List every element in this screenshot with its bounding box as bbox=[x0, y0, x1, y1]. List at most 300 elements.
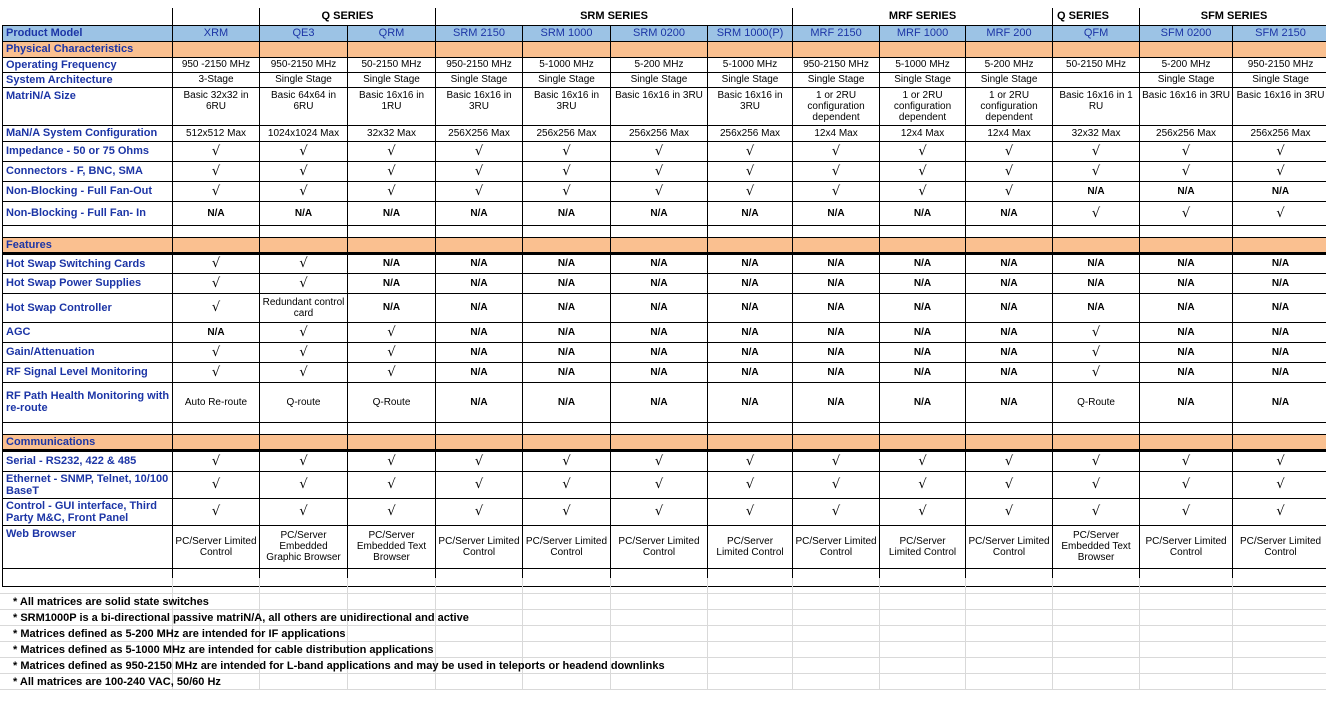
row-label-impedance-50-or-75-ohms: Impedance - 50 or 75 Ohms bbox=[3, 141, 173, 161]
cell-man-a-system-configuration-srm-1000-p: 256x256 Max bbox=[708, 125, 793, 141]
cell-impedance-50-or-75-ohms-srm-1000-p: √ bbox=[708, 141, 793, 161]
cell-connectors-f-bnc-sma-srm-2150: √ bbox=[436, 161, 523, 181]
cell-hot-swap-power-supplies-srm-1000: N/A bbox=[523, 273, 611, 293]
cell-hot-swap-switching-cards-mrf-200: N/A bbox=[966, 253, 1053, 273]
cell-hot-swap-power-supplies-xrm: √ bbox=[173, 273, 260, 293]
spacer-cell-label bbox=[3, 422, 173, 434]
cell-system-architecture-mrf-200: Single Stage bbox=[966, 72, 1053, 87]
cell-operating-frequency-qe3: 950-2150 MHz bbox=[260, 57, 348, 72]
cell-control-gui-interface-third-party-m-c-front-panel-srm-0200: √ bbox=[611, 498, 708, 525]
cell-hot-swap-switching-cards-sfm-0200: N/A bbox=[1140, 253, 1233, 273]
cell-matrin-a-size-mrf-200: 1 or 2RU configuration dependent bbox=[966, 87, 1053, 125]
cell-hot-swap-controller-qrm: N/A bbox=[348, 293, 436, 322]
cell-system-architecture-xrm: 3-Stage bbox=[173, 72, 260, 87]
cell-non-blocking-full-fan-in-srm-2150: N/A bbox=[436, 201, 523, 225]
cell-agc-srm-1000-p: N/A bbox=[708, 322, 793, 342]
section-cell-mrf-200 bbox=[966, 434, 1053, 450]
section-cell-mrf-2150 bbox=[793, 434, 880, 450]
cell-gain-attenuation-sfm-0200: N/A bbox=[1140, 342, 1233, 362]
cell-matrin-a-size-qe3: Basic 64x64 in 6RU bbox=[260, 87, 348, 125]
section-cell-srm-2150 bbox=[436, 41, 523, 57]
cell-hot-swap-switching-cards-mrf-1000: N/A bbox=[880, 253, 966, 273]
series-header-mrf-series-4: MRF SERIES bbox=[793, 8, 1053, 25]
row-label-hot-swap-power-supplies: Hot Swap Power Supplies bbox=[3, 273, 173, 293]
cell-control-gui-interface-third-party-m-c-front-panel-mrf-2150: √ bbox=[793, 498, 880, 525]
cell-rf-path-health-monitoring-with-re-route-mrf-2150: N/A bbox=[793, 382, 880, 422]
cell-man-a-system-configuration-srm-2150: 256X256 Max bbox=[436, 125, 523, 141]
cell-web-browser-srm-0200: PC/Server Limited Control bbox=[611, 525, 708, 568]
cell-connectors-f-bnc-sma-sfm-2150: √ bbox=[1233, 161, 1326, 181]
cell-agc-qfm: √ bbox=[1053, 322, 1140, 342]
section-cell-srm-1000 bbox=[523, 237, 611, 253]
cell-non-blocking-full-fan-out-srm-1000-p: √ bbox=[708, 181, 793, 201]
cell-impedance-50-or-75-ohms-xrm: √ bbox=[173, 141, 260, 161]
spacer-cell-srm-0200 bbox=[611, 422, 708, 434]
cell-connectors-f-bnc-sma-qrm: √ bbox=[348, 161, 436, 181]
cell-agc-mrf-200: N/A bbox=[966, 322, 1053, 342]
cell-operating-frequency-srm-0200: 5-200 MHz bbox=[611, 57, 708, 72]
spacer-cell-mrf-2150 bbox=[793, 422, 880, 434]
section-cell-qe3 bbox=[260, 434, 348, 450]
cell-web-browser-sfm-0200: PC/Server Limited Control bbox=[1140, 525, 1233, 568]
cell-web-browser-mrf-2150: PC/Server Limited Control bbox=[793, 525, 880, 568]
spacer-cell-mrf-1000 bbox=[880, 225, 966, 237]
cell-connectors-f-bnc-sma-srm-0200: √ bbox=[611, 161, 708, 181]
row-label-ethernet-snmp-telnet-10-100-baset: Ethernet - SNMP, Telnet, 10/100 BaseT bbox=[3, 471, 173, 498]
cell-rf-signal-level-monitoring-srm-1000-p: N/A bbox=[708, 362, 793, 382]
section-cell-sfm-0200 bbox=[1140, 434, 1233, 450]
cell-non-blocking-full-fan-in-srm-0200: N/A bbox=[611, 201, 708, 225]
cell-gain-attenuation-sfm-2150: N/A bbox=[1233, 342, 1326, 362]
cell-gain-attenuation-qrm: √ bbox=[348, 342, 436, 362]
row-label-man-a-system-configuration: MaN/A System Configuration bbox=[3, 125, 173, 141]
section-cell-qrm bbox=[348, 41, 436, 57]
cell-serial-rs232-422-485-srm-1000-p: √ bbox=[708, 450, 793, 471]
section-cell-sfm-2150 bbox=[1233, 434, 1326, 450]
cell-control-gui-interface-third-party-m-c-front-panel-mrf-1000: √ bbox=[880, 498, 966, 525]
cell-connectors-f-bnc-sma-qfm: √ bbox=[1053, 161, 1140, 181]
cell-agc-qe3: √ bbox=[260, 322, 348, 342]
cell-hot-swap-controller-sfm-2150: N/A bbox=[1233, 293, 1326, 322]
cell-ethernet-snmp-telnet-10-100-baset-mrf-1000: √ bbox=[880, 471, 966, 498]
cell-non-blocking-full-fan-in-xrm: N/A bbox=[173, 201, 260, 225]
cell-non-blocking-full-fan-out-sfm-2150: N/A bbox=[1233, 181, 1326, 201]
cell-hot-swap-controller-mrf-2150: N/A bbox=[793, 293, 880, 322]
cell-rf-signal-level-monitoring-mrf-200: N/A bbox=[966, 362, 1053, 382]
row-label-hot-swap-controller: Hot Swap Controller bbox=[3, 293, 173, 322]
cell-serial-rs232-422-485-srm-1000: √ bbox=[523, 450, 611, 471]
section-cell-qfm bbox=[1053, 41, 1140, 57]
cell-rf-signal-level-monitoring-xrm: √ bbox=[173, 362, 260, 382]
cell-ethernet-snmp-telnet-10-100-baset-sfm-2150: √ bbox=[1233, 471, 1326, 498]
cell-rf-path-health-monitoring-with-re-route-srm-0200: N/A bbox=[611, 382, 708, 422]
section-header-communications: Communications bbox=[3, 434, 173, 450]
cell-web-browser-srm-2150: PC/Server Limited Control bbox=[436, 525, 523, 568]
cell-web-browser-mrf-1000: PC/Server Limited Control bbox=[880, 525, 966, 568]
cell-operating-frequency-srm-1000-p: 5-1000 MHz bbox=[708, 57, 793, 72]
column-header-qrm: QRM bbox=[348, 25, 436, 41]
cell-gain-attenuation-xrm: √ bbox=[173, 342, 260, 362]
cell-non-blocking-full-fan-in-mrf-200: N/A bbox=[966, 201, 1053, 225]
column-header-srm-2150: SRM 2150 bbox=[436, 25, 523, 41]
row-label-operating-frequency: Operating Frequency bbox=[3, 57, 173, 72]
series-header-q-series-5: Q SERIES bbox=[1053, 8, 1140, 25]
spacer-cell-sfm-0200 bbox=[1140, 225, 1233, 237]
row-label-gain-attenuation: Gain/Attenuation bbox=[3, 342, 173, 362]
spacer-cell-srm-1000 bbox=[523, 225, 611, 237]
cell-web-browser-qfm: PC/Server Embedded Text Browser bbox=[1053, 525, 1140, 568]
cell-rf-signal-level-monitoring-srm-0200: N/A bbox=[611, 362, 708, 382]
cell-ethernet-snmp-telnet-10-100-baset-srm-1000-p: √ bbox=[708, 471, 793, 498]
column-header-qe3: QE3 bbox=[260, 25, 348, 41]
section-cell-mrf-1000 bbox=[880, 434, 966, 450]
cell-ethernet-snmp-telnet-10-100-baset-qrm: √ bbox=[348, 471, 436, 498]
cell-hot-swap-switching-cards-srm-1000: N/A bbox=[523, 253, 611, 273]
cell-non-blocking-full-fan-in-sfm-0200: √ bbox=[1140, 201, 1233, 225]
section-cell-qrm bbox=[348, 237, 436, 253]
cell-matrin-a-size-mrf-1000: 1 or 2RU configuration dependent bbox=[880, 87, 966, 125]
spacer-cell-sfm-2150 bbox=[1233, 225, 1326, 237]
cell-non-blocking-full-fan-out-srm-1000: √ bbox=[523, 181, 611, 201]
column-header-mrf-1000: MRF 1000 bbox=[880, 25, 966, 41]
cell-man-a-system-configuration-xrm: 512x512 Max bbox=[173, 125, 260, 141]
column-header-srm-1000: SRM 1000 bbox=[523, 25, 611, 41]
section-cell-mrf-200 bbox=[966, 41, 1053, 57]
cell-non-blocking-full-fan-in-srm-1000-p: N/A bbox=[708, 201, 793, 225]
cell-ethernet-snmp-telnet-10-100-baset-xrm: √ bbox=[173, 471, 260, 498]
section-cell-srm-0200 bbox=[611, 434, 708, 450]
cell-hot-swap-controller-sfm-0200: N/A bbox=[1140, 293, 1233, 322]
column-header-sfm-2150: SFM 2150 bbox=[1233, 25, 1326, 41]
section-cell-sfm-2150 bbox=[1233, 237, 1326, 253]
cell-gain-attenuation-srm-1000-p: N/A bbox=[708, 342, 793, 362]
cell-matrin-a-size-srm-1000-p: Basic 16x16 in 3RU bbox=[708, 87, 793, 125]
cell-serial-rs232-422-485-xrm: √ bbox=[173, 450, 260, 471]
cell-non-blocking-full-fan-out-srm-2150: √ bbox=[436, 181, 523, 201]
cell-hot-swap-power-supplies-sfm-2150: N/A bbox=[1233, 273, 1326, 293]
cell-hot-swap-power-supplies-sfm-0200: N/A bbox=[1140, 273, 1233, 293]
row-label-serial-rs232-422-485: Serial - RS232, 422 & 485 bbox=[3, 450, 173, 471]
cell-connectors-f-bnc-sma-mrf-200: √ bbox=[966, 161, 1053, 181]
cell-control-gui-interface-third-party-m-c-front-panel-srm-1000-p: √ bbox=[708, 498, 793, 525]
cell-rf-signal-level-monitoring-sfm-0200: N/A bbox=[1140, 362, 1233, 382]
row-label-rf-path-health-monitoring-with-re-route: RF Path Health Monitoring with re-route bbox=[3, 382, 173, 422]
cell-matrin-a-size-sfm-2150: Basic 16x16 in 3RU bbox=[1233, 87, 1326, 125]
cell-non-blocking-full-fan-in-mrf-1000: N/A bbox=[880, 201, 966, 225]
cell-system-architecture-qe3: Single Stage bbox=[260, 72, 348, 87]
cell-serial-rs232-422-485-qe3: √ bbox=[260, 450, 348, 471]
footnote-6: * All matrices are 100-240 VAC, 50/60 Hz bbox=[13, 676, 221, 688]
cell-man-a-system-configuration-sfm-0200: 256x256 Max bbox=[1140, 125, 1233, 141]
cell-hot-swap-power-supplies-srm-2150: N/A bbox=[436, 273, 523, 293]
cell-matrin-a-size-sfm-0200: Basic 16x16 in 3RU bbox=[1140, 87, 1233, 125]
cell-ethernet-snmp-telnet-10-100-baset-qe3: √ bbox=[260, 471, 348, 498]
spacer-cell-label bbox=[3, 225, 173, 237]
cell-control-gui-interface-third-party-m-c-front-panel-xrm: √ bbox=[173, 498, 260, 525]
cell-non-blocking-full-fan-out-qfm: N/A bbox=[1053, 181, 1140, 201]
cell-hot-swap-power-supplies-srm-0200: N/A bbox=[611, 273, 708, 293]
cell-man-a-system-configuration-srm-1000: 256x256 Max bbox=[523, 125, 611, 141]
cell-non-blocking-full-fan-out-mrf-2150: √ bbox=[793, 181, 880, 201]
cell-hot-swap-controller-xrm: √ bbox=[173, 293, 260, 322]
footnote-1: * All matrices are solid state switches bbox=[13, 596, 209, 608]
section-cell-srm-1000-p bbox=[708, 41, 793, 57]
series-header-blank-1 bbox=[173, 8, 260, 25]
cell-system-architecture-srm-1000: Single Stage bbox=[523, 72, 611, 87]
section-cell-srm-1000-p bbox=[708, 434, 793, 450]
cell-control-gui-interface-third-party-m-c-front-panel-qfm: √ bbox=[1053, 498, 1140, 525]
cell-impedance-50-or-75-ohms-mrf-1000: √ bbox=[880, 141, 966, 161]
cell-gain-attenuation-srm-1000: N/A bbox=[523, 342, 611, 362]
cell-matrin-a-size-mrf-2150: 1 or 2RU configuration dependent bbox=[793, 87, 880, 125]
spacer-cell-xrm bbox=[173, 422, 260, 434]
section-cell-qe3 bbox=[260, 237, 348, 253]
cell-non-blocking-full-fan-out-sfm-0200: N/A bbox=[1140, 181, 1233, 201]
row-label-connectors-f-bnc-sma: Connectors - F, BNC, SMA bbox=[3, 161, 173, 181]
row-label-matrin-a-size: MatriN/A Size bbox=[3, 87, 173, 125]
cell-control-gui-interface-third-party-m-c-front-panel-srm-1000: √ bbox=[523, 498, 611, 525]
cell-matrin-a-size-srm-2150: Basic 16x16 in 3RU bbox=[436, 87, 523, 125]
cell-rf-path-health-monitoring-with-re-route-mrf-1000: N/A bbox=[880, 382, 966, 422]
spacer-cell-srm-2150 bbox=[436, 225, 523, 237]
section-cell-mrf-2150 bbox=[793, 237, 880, 253]
cell-connectors-f-bnc-sma-sfm-0200: √ bbox=[1140, 161, 1233, 181]
section-header-physical-characteristics: Physical Characteristics bbox=[3, 41, 173, 57]
cell-gain-attenuation-mrf-200: N/A bbox=[966, 342, 1053, 362]
cell-hot-swap-controller-mrf-1000: N/A bbox=[880, 293, 966, 322]
cell-matrin-a-size-qrm: Basic 16x16 in 1RU bbox=[348, 87, 436, 125]
section-cell-qfm bbox=[1053, 237, 1140, 253]
section-cell-srm-1000 bbox=[523, 41, 611, 57]
series-header-blank-0 bbox=[3, 8, 173, 25]
cell-man-a-system-configuration-sfm-2150: 256x256 Max bbox=[1233, 125, 1326, 141]
footnotes bbox=[0, 594, 1326, 690]
cell-control-gui-interface-third-party-m-c-front-panel-srm-2150: √ bbox=[436, 498, 523, 525]
spacer-cell-qe3 bbox=[260, 225, 348, 237]
section-cell-srm-2150 bbox=[436, 237, 523, 253]
spacer-cell-qe3 bbox=[260, 422, 348, 434]
cell-non-blocking-full-fan-out-xrm: √ bbox=[173, 181, 260, 201]
cell-rf-signal-level-monitoring-qe3: √ bbox=[260, 362, 348, 382]
spacer-cell-srm-1000-p bbox=[708, 422, 793, 434]
cell-operating-frequency-srm-2150: 950-2150 MHz bbox=[436, 57, 523, 72]
cell-agc-sfm-0200: N/A bbox=[1140, 322, 1233, 342]
cell-web-browser-sfm-2150: PC/Server Limited Control bbox=[1233, 525, 1326, 568]
spacer-cell-qrm bbox=[348, 225, 436, 237]
cell-web-browser-srm-1000-p: PC/Server Limited Control bbox=[708, 525, 793, 568]
cell-ethernet-snmp-telnet-10-100-baset-srm-1000: √ bbox=[523, 471, 611, 498]
comparison-table bbox=[2, 8, 1326, 587]
cell-operating-frequency-srm-1000: 5-1000 MHz bbox=[523, 57, 611, 72]
cell-control-gui-interface-third-party-m-c-front-panel-qrm: √ bbox=[348, 498, 436, 525]
cell-impedance-50-or-75-ohms-qrm: √ bbox=[348, 141, 436, 161]
cell-hot-swap-controller-srm-2150: N/A bbox=[436, 293, 523, 322]
column-header-sfm-0200: SFM 0200 bbox=[1140, 25, 1233, 41]
cell-hot-swap-power-supplies-qfm: N/A bbox=[1053, 273, 1140, 293]
spacer-cell-sfm-0200 bbox=[1140, 422, 1233, 434]
cell-hot-swap-power-supplies-mrf-200: N/A bbox=[966, 273, 1053, 293]
cell-man-a-system-configuration-mrf-200: 12x4 Max bbox=[966, 125, 1053, 141]
cell-control-gui-interface-third-party-m-c-front-panel-mrf-200: √ bbox=[966, 498, 1053, 525]
cell-serial-rs232-422-485-srm-2150: √ bbox=[436, 450, 523, 471]
cell-ethernet-snmp-telnet-10-100-baset-srm-2150: √ bbox=[436, 471, 523, 498]
cell-hot-swap-switching-cards-qfm: N/A bbox=[1053, 253, 1140, 273]
cell-agc-srm-1000: N/A bbox=[523, 322, 611, 342]
cell-hot-swap-switching-cards-qrm: N/A bbox=[348, 253, 436, 273]
cell-connectors-f-bnc-sma-xrm: √ bbox=[173, 161, 260, 181]
cell-ethernet-snmp-telnet-10-100-baset-sfm-0200: √ bbox=[1140, 471, 1233, 498]
spacer-cell-qfm bbox=[1053, 225, 1140, 237]
cell-rf-path-health-monitoring-with-re-route-sfm-2150: N/A bbox=[1233, 382, 1326, 422]
cell-rf-path-health-monitoring-with-re-route-qe3: Q-route bbox=[260, 382, 348, 422]
cell-non-blocking-full-fan-out-mrf-200: √ bbox=[966, 181, 1053, 201]
section-cell-sfm-0200 bbox=[1140, 41, 1233, 57]
cell-operating-frequency-qfm: 50-2150 MHz bbox=[1053, 57, 1140, 72]
section-cell-mrf-1000 bbox=[880, 237, 966, 253]
row-label-rf-signal-level-monitoring: RF Signal Level Monitoring bbox=[3, 362, 173, 382]
spacer-cell-mrf-2150 bbox=[793, 225, 880, 237]
cell-hot-swap-switching-cards-xrm: √ bbox=[173, 253, 260, 273]
section-cell-srm-0200 bbox=[611, 237, 708, 253]
cell-rf-path-health-monitoring-with-re-route-qrm: Q-Route bbox=[348, 382, 436, 422]
cell-rf-path-health-monitoring-with-re-route-srm-2150: N/A bbox=[436, 382, 523, 422]
cell-control-gui-interface-third-party-m-c-front-panel-qe3: √ bbox=[260, 498, 348, 525]
cell-control-gui-interface-third-party-m-c-front-panel-sfm-0200: √ bbox=[1140, 498, 1233, 525]
cell-serial-rs232-422-485-qrm: √ bbox=[348, 450, 436, 471]
cell-web-browser-srm-1000: PC/Server Limited Control bbox=[523, 525, 611, 568]
section-cell-srm-1000-p bbox=[708, 237, 793, 253]
section-cell-mrf-1000 bbox=[880, 41, 966, 57]
cell-non-blocking-full-fan-out-qrm: √ bbox=[348, 181, 436, 201]
cell-hot-swap-switching-cards-sfm-2150: N/A bbox=[1233, 253, 1326, 273]
footnote-5: * Matrices defined as 950-2150 MHz are intended for L-band applications and may be used in teleports or headend downlinks bbox=[13, 660, 665, 672]
cell-hot-swap-switching-cards-srm-0200: N/A bbox=[611, 253, 708, 273]
cell-connectors-f-bnc-sma-mrf-1000: √ bbox=[880, 161, 966, 181]
spacer-cell-qfm bbox=[1053, 422, 1140, 434]
column-header-qfm: QFM bbox=[1053, 25, 1140, 41]
cell-ethernet-snmp-telnet-10-100-baset-qfm: √ bbox=[1053, 471, 1140, 498]
footnote-3: * Matrices defined as 5-200 MHz are intended for IF applications bbox=[13, 628, 346, 640]
cell-rf-signal-level-monitoring-srm-2150: N/A bbox=[436, 362, 523, 382]
cell-rf-path-health-monitoring-with-re-route-srm-1000-p: N/A bbox=[708, 382, 793, 422]
row-label-non-blocking-full-fan-in: Non-Blocking - Full Fan- In bbox=[3, 201, 173, 225]
cell-non-blocking-full-fan-in-qe3: N/A bbox=[260, 201, 348, 225]
cell-rf-path-health-monitoring-with-re-route-mrf-200: N/A bbox=[966, 382, 1053, 422]
cell-hot-swap-controller-srm-0200: N/A bbox=[611, 293, 708, 322]
cell-connectors-f-bnc-sma-qe3: √ bbox=[260, 161, 348, 181]
cell-gain-attenuation-srm-0200: N/A bbox=[611, 342, 708, 362]
cell-agc-mrf-1000: N/A bbox=[880, 322, 966, 342]
cell-connectors-f-bnc-sma-srm-1000: √ bbox=[523, 161, 611, 181]
cell-system-architecture-mrf-1000: Single Stage bbox=[880, 72, 966, 87]
cell-hot-swap-switching-cards-mrf-2150: N/A bbox=[793, 253, 880, 273]
footnote-4: * Matrices defined as 5-1000 MHz are intended for cable distribution applications bbox=[13, 644, 434, 656]
cell-rf-path-health-monitoring-with-re-route-srm-1000: N/A bbox=[523, 382, 611, 422]
column-header-xrm: XRM bbox=[173, 25, 260, 41]
cell-operating-frequency-mrf-200: 5-200 MHz bbox=[966, 57, 1053, 72]
cell-non-blocking-full-fan-in-sfm-2150: √ bbox=[1233, 201, 1326, 225]
cell-web-browser-qe3: PC/Server Embedded Graphic Browser bbox=[260, 525, 348, 568]
cell-agc-qrm: √ bbox=[348, 322, 436, 342]
cell-non-blocking-full-fan-out-mrf-1000: √ bbox=[880, 181, 966, 201]
cell-system-architecture-qfm bbox=[1053, 72, 1140, 87]
spacer-cell-srm-1000-p bbox=[708, 225, 793, 237]
cell-man-a-system-configuration-srm-0200: 256x256 Max bbox=[611, 125, 708, 141]
cell-non-blocking-full-fan-in-mrf-2150: N/A bbox=[793, 201, 880, 225]
cell-hot-swap-switching-cards-srm-1000-p: N/A bbox=[708, 253, 793, 273]
cell-web-browser-qrm: PC/Server Embedded Text Browser bbox=[348, 525, 436, 568]
section-cell-xrm bbox=[173, 434, 260, 450]
cell-rf-path-health-monitoring-with-re-route-sfm-0200: N/A bbox=[1140, 382, 1233, 422]
spacer-cell-mrf-1000 bbox=[880, 422, 966, 434]
cell-non-blocking-full-fan-in-qfm: √ bbox=[1053, 201, 1140, 225]
cell-matrin-a-size-srm-0200: Basic 16x16 in 3RU bbox=[611, 87, 708, 125]
cell-serial-rs232-422-485-mrf-2150: √ bbox=[793, 450, 880, 471]
cell-serial-rs232-422-485-mrf-1000: √ bbox=[880, 450, 966, 471]
cell-hot-swap-controller-srm-1000-p: N/A bbox=[708, 293, 793, 322]
series-header-srm-series-3: SRM SERIES bbox=[436, 8, 793, 25]
cell-impedance-50-or-75-ohms-mrf-200: √ bbox=[966, 141, 1053, 161]
footnote-2: * SRM1000P is a bi-directional passive matriN/A, all others are unidirectional and active bbox=[13, 612, 469, 624]
cell-control-gui-interface-third-party-m-c-front-panel-sfm-2150: √ bbox=[1233, 498, 1326, 525]
cell-hot-swap-controller-srm-1000: N/A bbox=[523, 293, 611, 322]
cell-hot-swap-controller-mrf-200: N/A bbox=[966, 293, 1053, 322]
cell-serial-rs232-422-485-sfm-2150: √ bbox=[1233, 450, 1326, 471]
series-header-sfm-series-6: SFM SERIES bbox=[1140, 8, 1326, 25]
cell-hot-swap-controller-qe3: Redundant control card bbox=[260, 293, 348, 322]
spacer-cell-mrf-200 bbox=[966, 225, 1053, 237]
cell-impedance-50-or-75-ohms-sfm-2150: √ bbox=[1233, 141, 1326, 161]
cell-operating-frequency-sfm-0200: 5-200 MHz bbox=[1140, 57, 1233, 72]
cell-ethernet-snmp-telnet-10-100-baset-mrf-200: √ bbox=[966, 471, 1053, 498]
cell-rf-signal-level-monitoring-qrm: √ bbox=[348, 362, 436, 382]
series-header-q-series-2: Q SERIES bbox=[260, 8, 436, 25]
cell-impedance-50-or-75-ohms-srm-0200: √ bbox=[611, 141, 708, 161]
cell-non-blocking-full-fan-in-qrm: N/A bbox=[348, 201, 436, 225]
spacer-cell-mrf-200 bbox=[966, 422, 1053, 434]
cell-man-a-system-configuration-mrf-2150: 12x4 Max bbox=[793, 125, 880, 141]
cell-gain-attenuation-srm-2150: N/A bbox=[436, 342, 523, 362]
column-header-mrf-2150: MRF 2150 bbox=[793, 25, 880, 41]
cell-operating-frequency-mrf-1000: 5-1000 MHz bbox=[880, 57, 966, 72]
column-header-mrf-200: MRF 200 bbox=[966, 25, 1053, 41]
cell-matrin-a-size-qfm: Basic 16x16 in 1 RU bbox=[1053, 87, 1140, 125]
cell-non-blocking-full-fan-in-srm-1000: N/A bbox=[523, 201, 611, 225]
cell-impedance-50-or-75-ohms-sfm-0200: √ bbox=[1140, 141, 1233, 161]
cell-rf-signal-level-monitoring-mrf-1000: N/A bbox=[880, 362, 966, 382]
section-cell-xrm bbox=[173, 41, 260, 57]
cell-system-architecture-qrm: Single Stage bbox=[348, 72, 436, 87]
cell-gain-attenuation-qfm: √ bbox=[1053, 342, 1140, 362]
cell-agc-srm-0200: N/A bbox=[611, 322, 708, 342]
cell-hot-swap-power-supplies-qe3: √ bbox=[260, 273, 348, 293]
cell-system-architecture-mrf-2150: Single Stage bbox=[793, 72, 880, 87]
cell-rf-path-health-monitoring-with-re-route-xrm: Auto Re-route bbox=[173, 382, 260, 422]
section-cell-mrf-200 bbox=[966, 237, 1053, 253]
cell-rf-signal-level-monitoring-qfm: √ bbox=[1053, 362, 1140, 382]
cell-man-a-system-configuration-qfm: 32x32 Max bbox=[1053, 125, 1140, 141]
footnotes-area bbox=[0, 578, 1326, 691]
spacer-cell-srm-2150 bbox=[436, 422, 523, 434]
spacer-cell-srm-1000 bbox=[523, 422, 611, 434]
cell-web-browser-xrm: PC/Server Limited Control bbox=[173, 525, 260, 568]
cell-gain-attenuation-mrf-2150: N/A bbox=[793, 342, 880, 362]
row-label-control-gui-interface-third-party-m-c-front-panel: Control - GUI interface, Third Party M&C, Front Panel bbox=[3, 498, 173, 525]
cell-hot-swap-power-supplies-srm-1000-p: N/A bbox=[708, 273, 793, 293]
spacer-cell-qrm bbox=[348, 422, 436, 434]
column-header-srm-0200: SRM 0200 bbox=[611, 25, 708, 41]
cell-rf-signal-level-monitoring-sfm-2150: N/A bbox=[1233, 362, 1326, 382]
